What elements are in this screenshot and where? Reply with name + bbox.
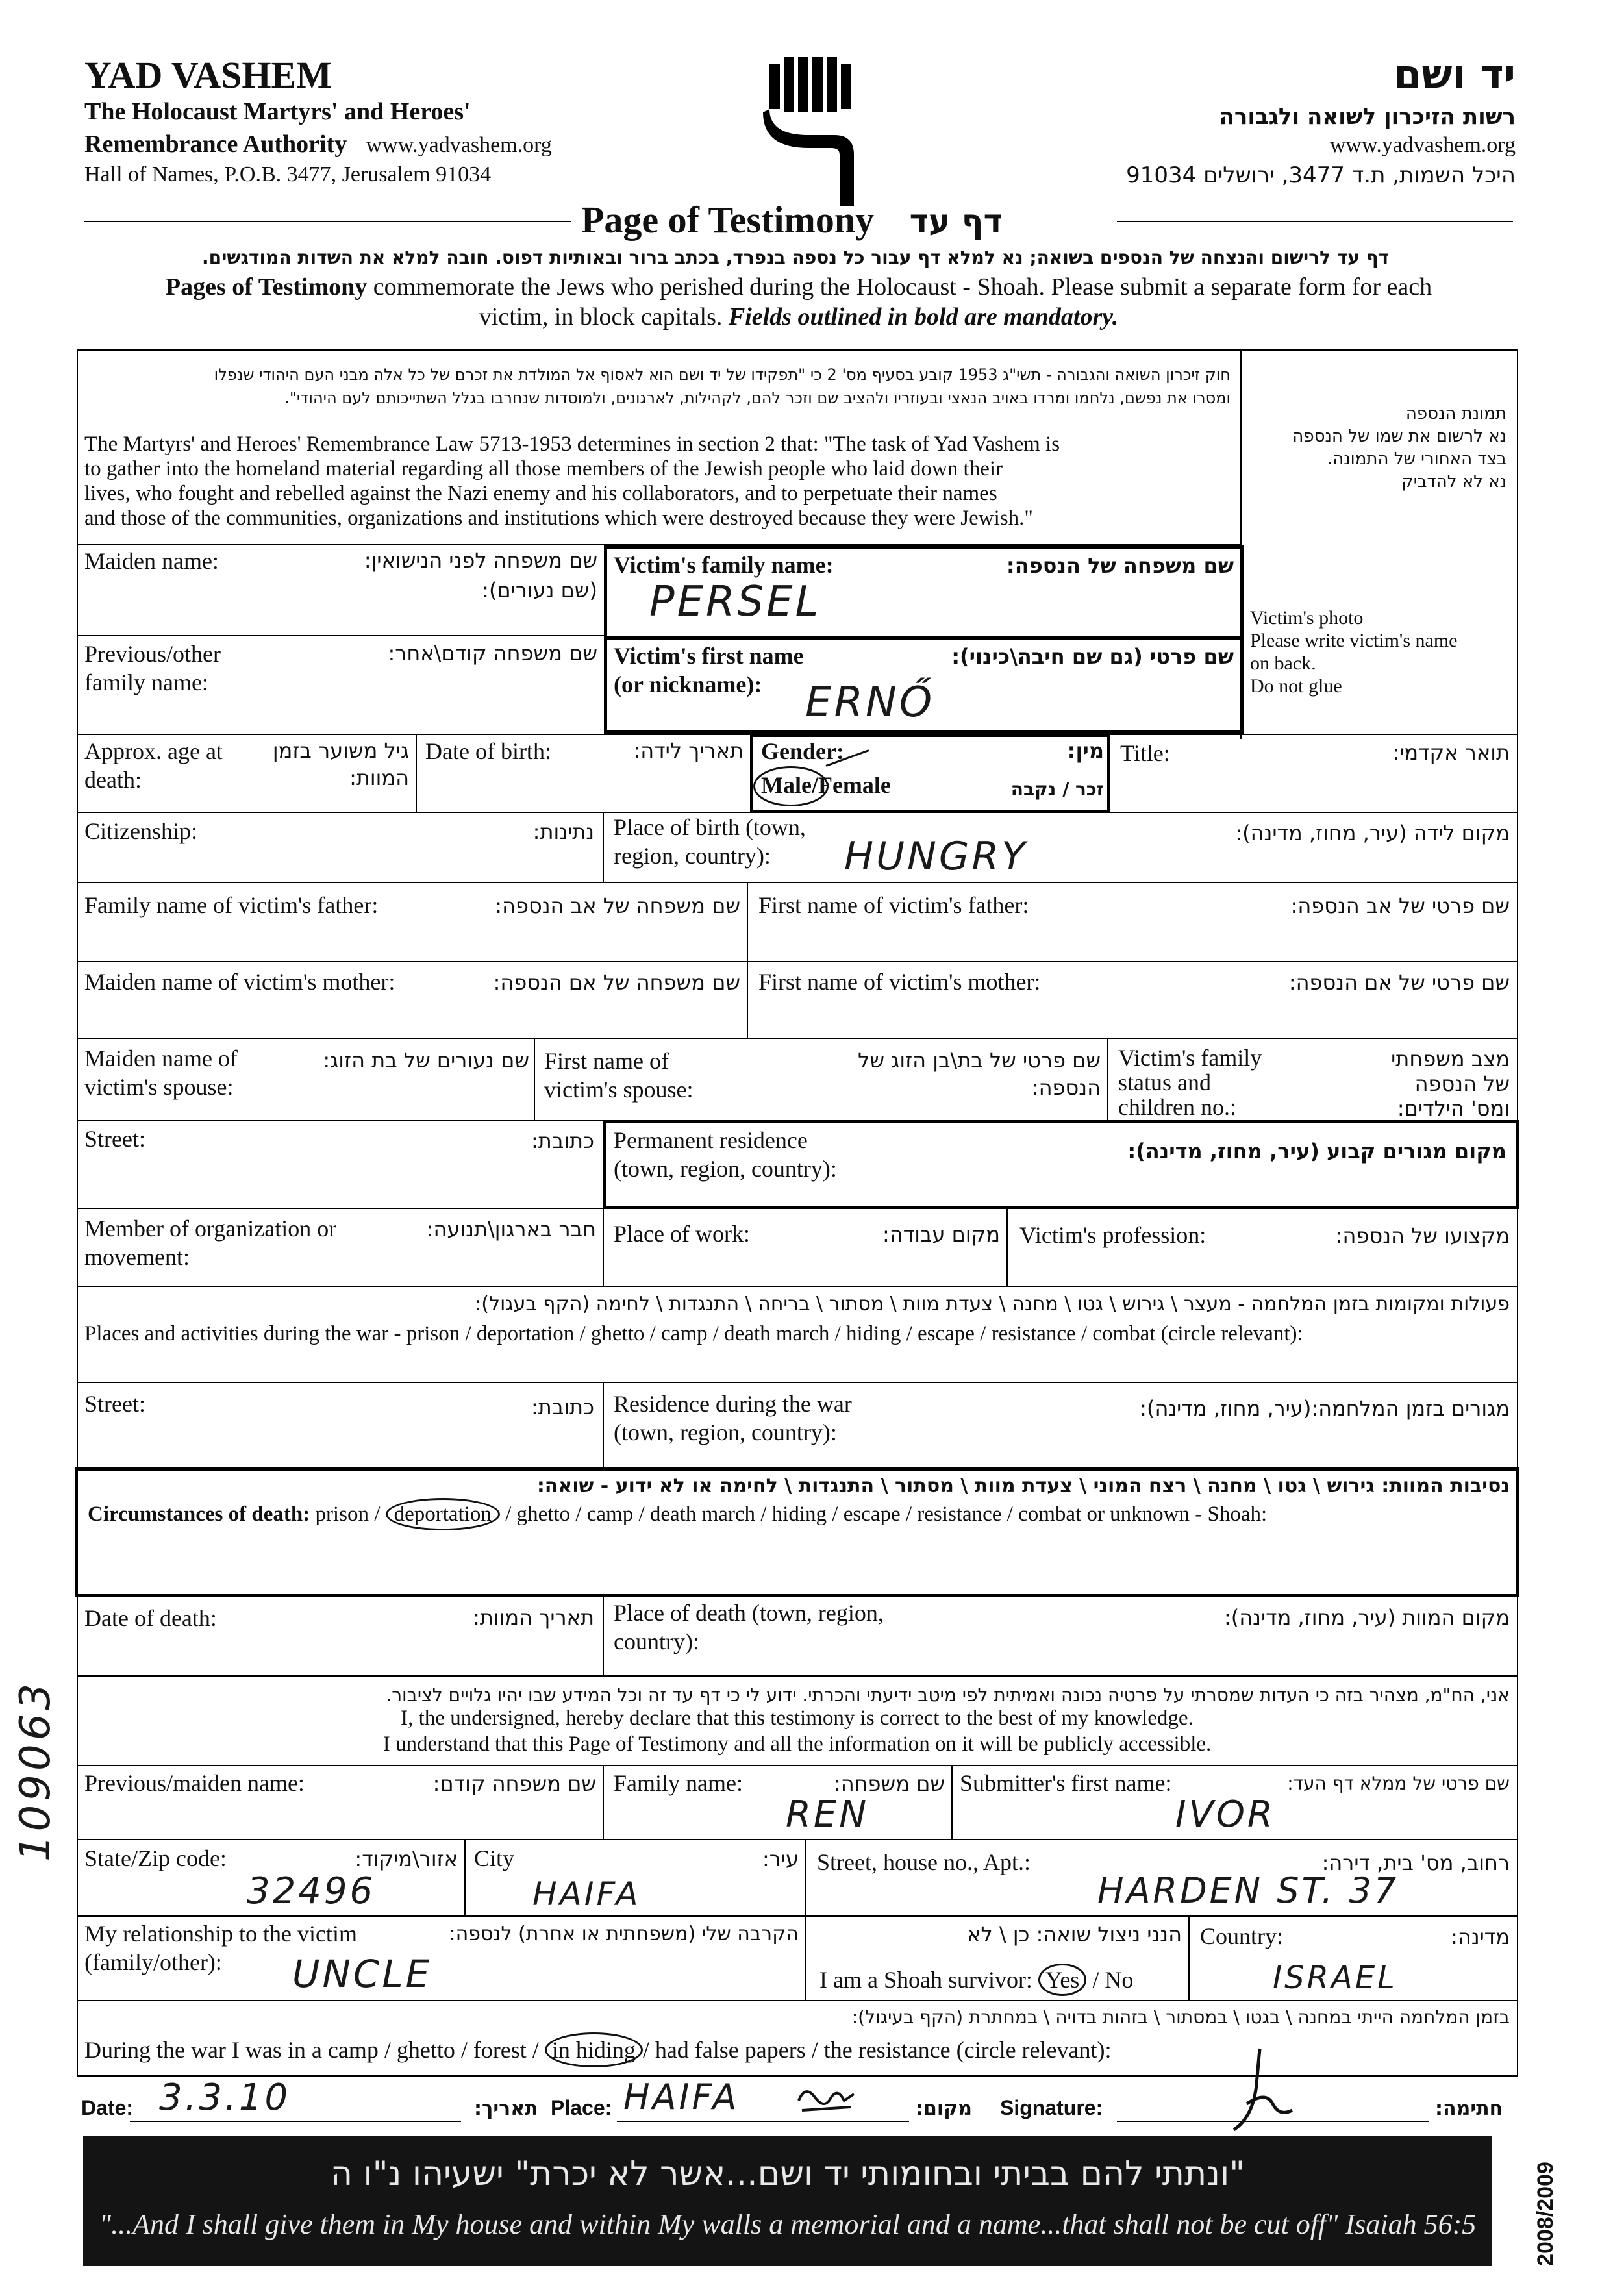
photo-he-2: נא לרשום את שמו של הנספה — [1292, 427, 1506, 446]
spouse-first-label-1: First name of — [544, 1048, 669, 1074]
mother-maiden-name-label: Maiden name of victim's mother: — [84, 969, 395, 995]
age-label-2: death: — [84, 767, 142, 793]
organization-label-2: movement: — [84, 1244, 190, 1270]
signature-label-he: חתימה: — [1435, 2097, 1503, 2120]
declaration-en-1: I, the undersigned, hereby declare that this testimony is correct to the best of my knowledge. — [401, 1706, 1194, 1730]
submitter-prev-name-label-he: שם משפחה קודם: — [432, 1771, 596, 1796]
circumstances-label — [88, 1503, 1267, 1527]
submitter-street-value[interactable]: HARDEN ST. 37 — [1097, 1870, 1399, 1911]
organization-label-1: Member of organization or — [84, 1216, 337, 1242]
relationship-label-he: הקרבה שלי (משפחתית או אחרת) לנספה: — [449, 1923, 799, 1945]
permanent-residence-label — [614, 1126, 837, 1183]
submitter-first-name-value[interactable]: IVOR — [1175, 1793, 1275, 1836]
family-status-label-1: Victim's family — [1118, 1045, 1262, 1071]
photo-he-1: תמונת הנספה — [1405, 404, 1506, 423]
war-residence-label — [614, 1390, 852, 1447]
spouse-first-label-2: victim's spouse: — [544, 1077, 694, 1103]
submitter-family-name-value[interactable]: REN — [786, 1793, 869, 1836]
margin-serial-number: 109063 — [12, 1679, 60, 1862]
during-war-label-1: During the war I was in a camp / ghetto / forest / — [84, 2037, 539, 2063]
during-war-label-he: בזמן המלחמה הייתי במחנה \ בגטו \ במסתור \ בזהות בדויה \ במחתרת (הקף בעיגול): — [851, 2006, 1510, 2028]
father-first-name-label-he: שם פרטי של אב הנספה: — [1290, 893, 1510, 918]
during-war-hiding-circled[interactable]: in hiding — [545, 2032, 643, 2067]
family-status-label-he-2: של הנספה — [1414, 1071, 1510, 1096]
victim-first-name-label — [614, 642, 804, 699]
place-of-birth-label — [614, 813, 806, 870]
dob-label-he: תאריך לידה: — [633, 738, 744, 763]
footer-quote-he: "ונתתי להם בביתי ובחומותי יד ושם...אשר לא יכרת" ישעיהו נ"ו ה — [330, 2154, 1245, 2193]
family-status-label-he-1: מצב משפחתי — [1391, 1047, 1510, 1071]
circumstances-deportation-circled[interactable]: deportation — [386, 1498, 500, 1530]
intro-he: דף עד לרישום והנצחה של הנספים בשואה; נא למלא דף עבור כל נספה בנפרד, בכתב ברור ובאותיות דפוס. חובה למלא את השדות המודגשים. — [201, 247, 1390, 268]
city-value[interactable]: HAIFA — [532, 1875, 641, 1913]
intro-en-mandatory: Fields outlined in bold are mandatory. — [722, 303, 1119, 331]
place-value[interactable]: HAIFA — [623, 2077, 740, 2117]
mother-first-name-label: First name of victim's mother: — [758, 969, 1041, 995]
country-value[interactable]: ISRAEL — [1273, 1960, 1397, 1996]
intro-en-2 — [97, 303, 1500, 331]
relationship-value[interactable]: UNCLE — [292, 1952, 432, 1996]
place-of-birth-label-1: Place of birth (town, — [614, 814, 806, 840]
place-of-birth-label-he: מקום לידה (עיר, מחוז, מדינה): — [1235, 821, 1510, 845]
signature-icon[interactable] — [1221, 2045, 1299, 2136]
org-sub2-text: Remembrance Authority — [84, 131, 347, 158]
street-label: Street: — [84, 1126, 145, 1152]
survivor-label-text: I am a Shoah survivor: — [819, 1967, 1032, 1993]
org-name-he: יד ושם — [1394, 51, 1516, 98]
zip-label-he: אזור\מיקוד: — [355, 1847, 458, 1871]
declaration-he: אני, הח"מ, מצהיר בזה כי העדות שמסרתי על פרטיה נכונה ואמיתית לפי מיטב ידיעתי והכרתי. ידוע לי כי דף עד זה וכל המידע שבו יהיו גלויים לציבור. — [386, 1684, 1510, 1706]
org-name-en: YAD VASHEM — [84, 54, 332, 96]
organization-label — [84, 1214, 336, 1271]
org-sub2-en — [84, 130, 552, 158]
dob-label: Date of birth: — [425, 738, 551, 764]
age-label-he-2: המוות: — [349, 766, 409, 790]
footer-banner — [83, 2136, 1492, 2266]
spouse-first-label-he-2: הנספה: — [1031, 1075, 1101, 1100]
footer-quote-en: "...And I shall give them in My house and within My walls a memorial and a name...that shall not be cut off" Isaiah 56:5 — [99, 2208, 1477, 2240]
family-status-label-he-3: ומס' הילדים: — [1397, 1096, 1510, 1121]
spouse-maiden-label-2: victim's spouse: — [84, 1074, 234, 1100]
age-label-he-1: גיל משוער בזמן — [272, 738, 409, 763]
intro-en-1 — [97, 273, 1500, 301]
submitter-first-name-label: Submitter's first name: — [960, 1770, 1172, 1796]
family-status-label-3: children no.: — [1118, 1094, 1236, 1120]
family-status-label — [1118, 1045, 1262, 1119]
submitter-family-name-label: Family name: — [614, 1770, 743, 1796]
place-of-birth-value[interactable]: HUNGRY — [844, 834, 1028, 879]
place-of-death-label — [614, 1599, 884, 1656]
org-address-en: Hall of Names, P.O.B. 3477, Jerusalem 91034 — [84, 162, 492, 186]
victim-first-name-label-he: שם פרטי (גם שם חיבה\כינוי): — [951, 644, 1234, 669]
date-label-he: תאריך: — [474, 2097, 538, 2120]
photo-en-1: Victim's photo — [1250, 607, 1364, 629]
title-label: Title: — [1120, 740, 1170, 766]
photo-en-4: Do not glue — [1250, 675, 1342, 697]
title-label-he: תואר אקדמי: — [1392, 740, 1510, 765]
declaration-en-2: I understand that this Page of Testimony and all the information on it will be publicly accessible. — [382, 1732, 1212, 1756]
survivor-no[interactable]: / No — [1092, 1967, 1134, 1993]
previous-family-name-label-he: שם משפחה קודם\אחר: — [388, 641, 597, 666]
age-label — [84, 737, 223, 794]
maiden-name-label-he: שם משפחה לפני הנישואין: — [364, 548, 597, 573]
org-url-he: www.yadvashem.org — [1329, 133, 1516, 157]
profession-label: Victim's profession: — [1019, 1222, 1206, 1248]
survivor-label — [819, 1966, 1133, 1993]
country-label: Country: — [1200, 1923, 1284, 1949]
place-label: Place: — [551, 2096, 612, 2119]
victim-first-name-value[interactable]: ERNŐ — [805, 679, 935, 727]
intro-en-text1: commemorate the Jews who perished during the Holocaust - Shoah. Please submit a separate form for each — [367, 273, 1432, 301]
date-of-death-label-he: תאריך המוות: — [473, 1605, 594, 1630]
permanent-residence-label-he: מקום מגורים קבוע (עיר, מחוז, מדינה): — [1127, 1139, 1506, 1164]
war-activities-label-he: פעולות ומקומות בזמן המלחמה - מעצר \ גירוש \ גטו \ מחנה \ צעדת מוות \ מסתור \ בריחה \ התנגדות \ לחימה (הקף בעגול): — [475, 1293, 1510, 1316]
place-label-he: מקום: — [916, 2097, 972, 2120]
during-war-label — [84, 2036, 1111, 2064]
circumstances-label-2: / ghetto / camp / death march / hiding / escape / resistance / combat or unknown - Shoah: — [499, 1503, 1268, 1526]
place-of-work-label-he: מקום עבודה: — [882, 1222, 1000, 1247]
date-value[interactable]: 3.3.10 — [159, 2077, 291, 2119]
yad-vashem-logo-icon — [756, 57, 867, 206]
page-title-he: דף עד — [909, 203, 1003, 240]
submitter-family-name-label-he: שם משפחה: — [833, 1771, 945, 1796]
city-label-he: עיר: — [762, 1847, 799, 1871]
law-he-2: ומסרו את נפשם, נלחמו ומרדו באויב הנאצי ובעוזריו ולהציב שם וזכר להם, לקהילות, לארגונים, ולמוסדות שנחרבו בגלל השתייכותם לעם היהודי". — [284, 389, 1231, 407]
war-residence-label-2: (town, region, country): — [614, 1419, 837, 1445]
org-sub-he: רשות הזיכרון לשואה ולגבורה — [1219, 104, 1516, 130]
previous-family-name-label — [84, 640, 221, 697]
gender-options-he: זכר / נקבה — [1010, 779, 1104, 800]
family-status-label-2: status and — [1118, 1069, 1211, 1095]
profession-label-he: מקצועו של הנספה: — [1335, 1223, 1510, 1248]
father-first-name-label: First name of victim's father: — [758, 892, 1029, 918]
relationship-label-1: My relationship to the victim — [84, 1921, 357, 1947]
circumstances-label-he: נסיבות המוות: גירוש \ גטו \ מחנה \ רצח המוני \ צעדת מוות \ מסתור \ התנגדות \ לחימה או לא ידוע - שואה: — [536, 1475, 1510, 1497]
survivor-yes-circled[interactable]: Yes — [1038, 1964, 1086, 1996]
signature-label: Signature: — [1000, 2096, 1103, 2119]
citizenship-label-he: נתינות: — [532, 819, 594, 844]
org-address-he: היכל השמות, ת.ד 3477, ירושלים 91034 — [1126, 162, 1516, 188]
margin-form-number: 2008/2009 — [1532, 2162, 1558, 2266]
age-label-1: Approx. age at — [84, 738, 223, 764]
mother-maiden-name-label-he: שם משפחה של אם הנספה: — [493, 970, 740, 995]
zip-label: State/Zip code: — [84, 1845, 227, 1871]
place-of-death-label-2: country): — [614, 1628, 699, 1654]
gender-options[interactable]: Male/Female — [761, 772, 891, 798]
gender-label-he: מין: — [1067, 738, 1104, 763]
place-of-death-label-1: Place of death (town, region, — [614, 1600, 884, 1626]
place-of-death-label-he: מקום המוות (עיר, מחוז, מדינה): — [1223, 1605, 1510, 1630]
victim-first-name-label-1: Victim's first name — [614, 643, 804, 669]
victim-family-name-label: Victim's family name: — [614, 552, 834, 578]
law-en-4: and those of the communities, organizations and institutions which were destroyed because they were Jewish." — [84, 506, 1033, 530]
gender-label: Gender: — [761, 738, 844, 764]
gender-male-circle — [753, 766, 829, 806]
age-label-he — [253, 737, 409, 792]
victim-family-name-value[interactable]: PERSEL — [649, 578, 821, 626]
intro-en-text2: victim, in block capitals. — [479, 303, 723, 331]
page-title — [581, 198, 1003, 242]
street-label-he: כתובת: — [531, 1129, 594, 1153]
photo-he-3: בצד האחורי של התמונה. — [1327, 449, 1506, 469]
org-url-en: www.yadvashem.org — [366, 133, 552, 157]
country-label-he: מדינה: — [1451, 1925, 1510, 1949]
father-family-name-label: Family name of victim's father: — [84, 892, 379, 918]
photo-en-2: Please write victim's name — [1250, 630, 1458, 651]
victim-family-name-label-he: שם משפחה של הנספה: — [1006, 553, 1234, 578]
spouse-first-label — [544, 1047, 693, 1104]
spouse-first-label-he-1: שם פרטי של בת\בן הזוג של — [858, 1048, 1101, 1073]
spouse-maiden-label-he: שם נעורים של בת הזוג: — [323, 1048, 529, 1073]
victim-first-name-label-2: (or nickname): — [614, 671, 762, 697]
war-street-label: Street: — [84, 1391, 145, 1417]
intro-en-bold: Pages of Testimony — [165, 273, 368, 301]
maiden-name-label-he2: (שם נעורים): — [482, 578, 597, 603]
circumstances-label-bold: Circumstances of death: — [88, 1503, 310, 1526]
survivor-label-he: הנני ניצול שואה: כן \ לא — [967, 1922, 1182, 1947]
war-activities-label: Places and activities during the war - prison / deportation / ghetto / camp / death march / hiding / escape / resistance / combat (circle relevant): — [84, 1322, 1303, 1345]
previous-family-name-label-2: family name: — [84, 669, 208, 695]
submitter-prev-name-label: Previous/maiden name: — [84, 1770, 305, 1796]
maiden-name-label: Maiden name: — [84, 548, 219, 574]
photo-he-4: נא לא להדביק — [1401, 472, 1506, 492]
previous-family-name-label-1: Previous/other — [84, 641, 221, 667]
family-status-label-he — [1351, 1047, 1510, 1121]
submitter-first-name-label-he: שם פרטי של ממלא דף העד: — [1287, 1773, 1510, 1794]
mother-first-name-label-he: שם פרטי של אם הנספה: — [1288, 970, 1510, 995]
date-label: Date: — [81, 2096, 134, 2119]
circumstances-label-1: prison / — [310, 1503, 386, 1526]
relationship-label-2: (family/other): — [84, 1949, 222, 1975]
submitter-street-label-he: רחוב, מס' בית, דירה: — [1321, 1851, 1510, 1875]
war-residence-label-1: Residence during the war — [614, 1391, 852, 1417]
submitter-street-label: Street, house no., Apt.: — [817, 1849, 1031, 1875]
zip-value[interactable]: 32496 — [247, 1870, 376, 1912]
org-sub1-en: The Holocaust Martyrs' and Heroes' — [84, 98, 471, 125]
spouse-maiden-label — [84, 1044, 238, 1101]
city-label: City — [474, 1845, 515, 1871]
date-of-death-label: Date of death: — [84, 1605, 217, 1631]
spouse-first-label-he — [799, 1047, 1101, 1101]
citizenship-label: Citizenship: — [84, 818, 197, 844]
law-en-1: The Martyrs' and Heroes' Remembrance Law 5713-1953 determines in section 2 that: "The task of Yad Vashem is — [84, 432, 1060, 456]
organization-label-he: חבר בארגון\תנועה: — [426, 1217, 596, 1242]
war-residence-label-he: מגורים בזמן המלחמה:(עיר, מחוז, מדינה): — [1140, 1396, 1510, 1421]
war-street-label-he: כתובת: — [531, 1395, 594, 1419]
place-of-work-label: Place of work: — [614, 1221, 750, 1247]
during-war-label-2: / had false papers / the resistance (circle relevant): — [642, 2037, 1112, 2063]
permanent-residence-label-2: (town, region, country): — [614, 1156, 837, 1182]
page-title-en: Page of Testimony — [581, 199, 875, 241]
place-he-scribble-icon — [792, 2081, 864, 2120]
permanent-residence-label-1: Permanent residence — [614, 1127, 808, 1153]
photo-en-3: on back. — [1250, 653, 1316, 674]
spouse-maiden-label-1: Maiden name of — [84, 1045, 238, 1071]
law-en-3: lives, who fought and rebelled against the Nazi enemy and his collaborators, and to perpetuate their names — [84, 482, 997, 505]
father-family-name-label-he: שם משפחה של אב הנספה: — [495, 893, 740, 918]
place-of-birth-label-2: region, country): — [614, 843, 771, 869]
law-he-1: חוק זיכרון השואה והגבורה - תשי"ג 1953 קובע בסעיף מס' 2 כי "תפקידו של יד ושם הוא לאסוף אל המולדת את זכרם של כל אלה מבני העם היהודי שנפלו — [214, 366, 1231, 384]
law-en-2: to gather into the homeland material regarding all those members of the Jewish people who laid down their — [84, 457, 1003, 480]
